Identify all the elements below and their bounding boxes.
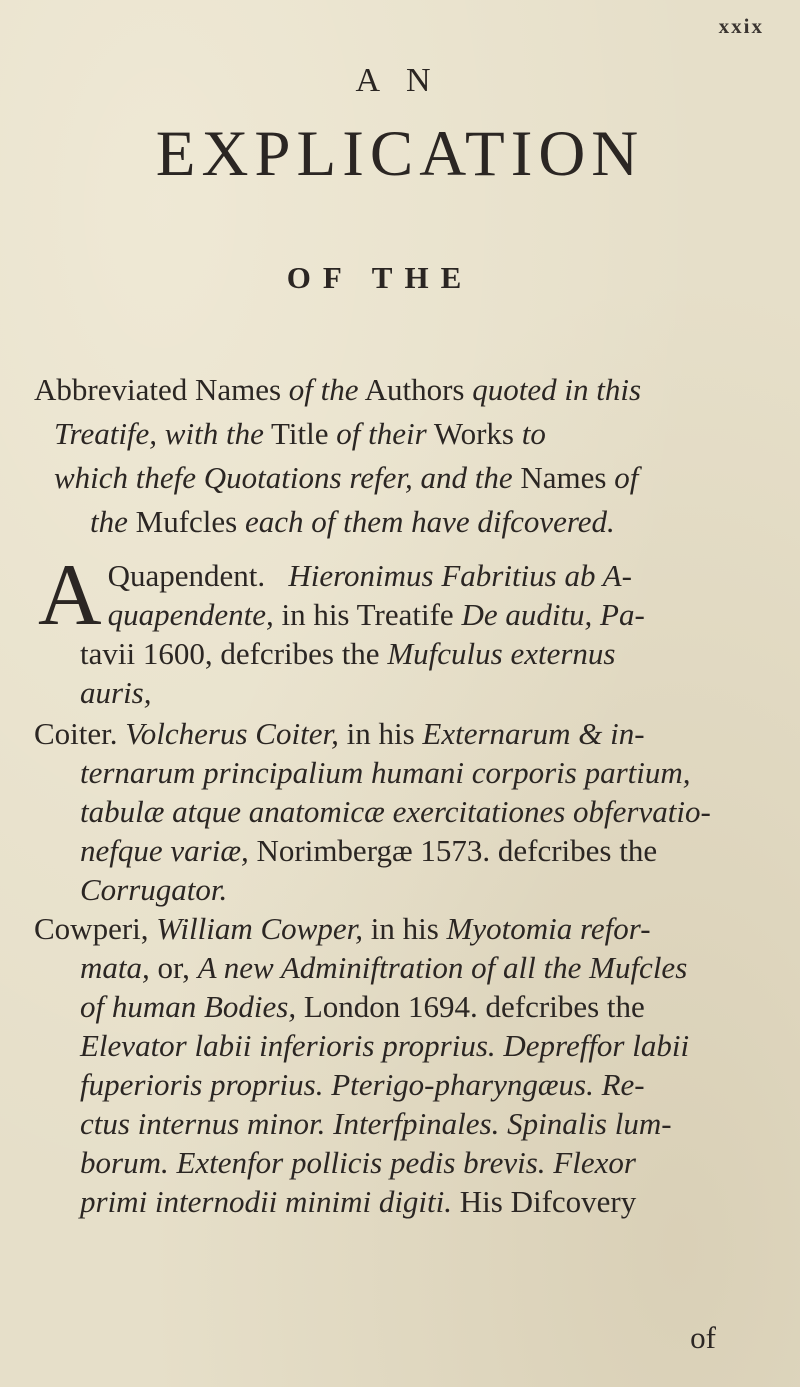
entry-text: ctus internus minor. Interfpinales. Spinalis lum-	[80, 1106, 672, 1141]
entry-text: tavii 1600, defcribes the	[80, 636, 388, 671]
entry-text: Myotomia refor-	[446, 911, 651, 946]
heading-an: AN	[355, 62, 457, 99]
entry-text: fuperioris proprius. Pterigo-pharyngæus. Re-	[80, 1067, 645, 1102]
entry-line	[34, 556, 774, 595]
subtitle-line	[34, 412, 774, 456]
subtitle-text: Title	[263, 416, 337, 451]
page-title: EXPLICATION	[155, 118, 645, 190]
subtitle-text: the	[90, 504, 128, 539]
subtitle-text: of	[614, 460, 639, 495]
subtitle	[34, 368, 774, 544]
subtitle-text: Abbreviated Names	[34, 372, 289, 407]
entry-cowperi	[34, 909, 774, 1221]
entry-text: nefque variæ,	[80, 833, 257, 868]
entry-text: A new Adminiftration of all the Mufcles	[197, 950, 688, 985]
entry-text: William Cowper,	[156, 911, 363, 946]
entry-text: His Difcovery	[452, 1184, 637, 1219]
subtitle-text: of their	[336, 416, 427, 451]
subtitle-text: Names	[512, 460, 615, 495]
entry-text: quapendente,	[107, 597, 274, 632]
subtitle-text: to	[521, 416, 546, 451]
entry-text: Corrugator.	[80, 872, 228, 907]
entry-line	[34, 909, 774, 948]
entry-coiter	[34, 714, 774, 909]
entry-text: in his	[362, 911, 447, 946]
heading-of-the: OF THE	[286, 260, 474, 295]
subtitle-text: Authors	[358, 372, 473, 407]
entry-text: primi internodii minimi digiti.	[80, 1184, 453, 1219]
entry-text: borum. Extenfor pollicis pedis brevis. Flexor	[80, 1145, 636, 1180]
catchword: of	[690, 1320, 716, 1355]
entry-text: ternarum principalium humani corporis partium,	[80, 755, 691, 790]
subtitle-line	[34, 368, 774, 412]
subtitle-text: quoted in this	[472, 372, 642, 407]
drop-cap: A	[38, 547, 102, 644]
entry-line	[34, 831, 774, 870]
page-signature: xxix	[718, 14, 764, 38]
entry-line	[34, 1182, 774, 1221]
entry-text: mata,	[80, 950, 150, 985]
entry-text: Cowperi,	[34, 911, 157, 946]
entry-quapendent	[34, 547, 774, 712]
entry-text: of human Bodies,	[80, 989, 297, 1024]
entry-line	[34, 1104, 774, 1143]
entry-line	[34, 1143, 774, 1182]
entry-text: in his Treatife	[273, 597, 462, 632]
entry-line	[34, 870, 774, 909]
subtitle-line	[34, 500, 774, 544]
entry-text: tabulæ atque anatomicæ exercitationes obfervatio-	[80, 794, 711, 829]
entry-line	[34, 753, 774, 792]
subtitle-text: each of them have difcovered.	[244, 504, 615, 539]
entry-line	[34, 1026, 774, 1065]
entry-text: Quapendent.	[107, 558, 266, 593]
subtitle-text: Works	[426, 416, 522, 451]
entry-text: Mufculus externus	[387, 636, 616, 671]
entry-text: De auditu, Pa-	[461, 597, 645, 632]
entry-line	[34, 948, 774, 987]
entry-text: Elevator labii inferioris proprius. Depreffor labii	[80, 1028, 690, 1063]
entry-text: Externarum & in-	[422, 716, 645, 751]
entry-text: Coiter.	[34, 716, 126, 751]
entry-line	[34, 673, 774, 712]
subtitle-text: of the	[288, 372, 359, 407]
subtitle-text: which thefe Quotations refer, and the	[54, 460, 513, 495]
entry-line	[34, 595, 774, 634]
entry-line	[34, 714, 774, 753]
subtitle-line	[34, 456, 774, 500]
author-entries	[34, 547, 774, 1221]
entry-text: in his	[338, 716, 423, 751]
entry-text: Volcherus Coiter,	[125, 716, 339, 751]
subtitle-text: Treatife, with the	[54, 416, 264, 451]
entry-text: auris,	[80, 675, 152, 710]
entry-line	[34, 987, 774, 1026]
entry-text: or,	[149, 950, 198, 985]
entry-line	[34, 634, 774, 673]
entry-text: Hieronimus Fabritius ab A-	[288, 558, 632, 593]
entry-line	[34, 792, 774, 831]
subtitle-text: Mufcles	[127, 504, 245, 539]
entry-text: London 1694. defcribes the	[296, 989, 645, 1024]
entry-line	[34, 1065, 774, 1104]
entry-text: Norimbergæ 1573. defcribes the	[256, 833, 658, 868]
